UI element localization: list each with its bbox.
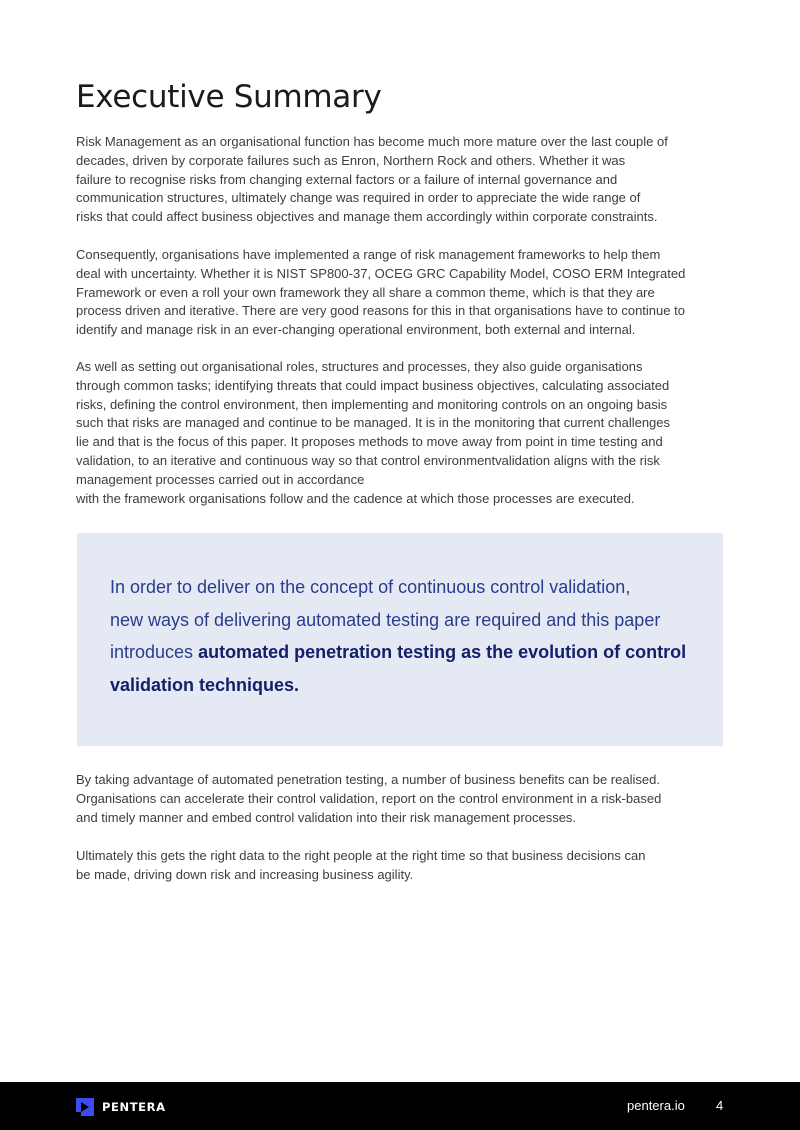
text-line: process driven and iterative. There are very good reasons for this in that organisations have to continue to: [76, 303, 685, 319]
text-line: communication structures, ultimately change was required in order to appreciate the wide range of: [76, 190, 641, 206]
pentera-logo-icon: [76, 1098, 94, 1116]
paragraph-benefits: [76, 771, 736, 827]
text-line: decades, driven by corporate failures such as Enron, Northern Rock and others. Whether it was: [76, 152, 626, 168]
paragraph-frameworks: [76, 246, 736, 340]
page-footer: [0, 1082, 800, 1130]
text-line: As well as setting out organisational roles, structures and processes, they also guide organisations: [76, 359, 643, 374]
text-line: Consequently, organisations have implemented a range of risk management frameworks to help them: [76, 247, 661, 262]
text-line: with the framework organisations follow and the cadence at which those processes are executed.: [76, 490, 635, 506]
text-line: and timely manner and embed control validation into their risk management processes.: [76, 809, 577, 825]
text-line: failure to recognise risks from changing external factors or a failure of internal governance and: [76, 171, 618, 187]
pentera-logo: [76, 1098, 166, 1116]
text-line: risks, defining the control environment, then implementing and monitoring controls on an ongoing basis: [76, 396, 668, 412]
callout-line: [110, 636, 686, 669]
text-line: such that risks are managed and continue to be managed. It is in the monitoring that current challenges: [76, 415, 671, 431]
text-line: be made, driving down risk and increasing business agility.: [76, 866, 414, 882]
callout-emphasis: automated penetration testing as the evolution of control: [198, 642, 687, 662]
callout-emphasis: validation techniques.: [110, 674, 300, 695]
logo-wordmark: PENTERA: [102, 1100, 166, 1114]
text-line: Ultimately this gets the right data to the right people at the right time so that business decisions can: [76, 848, 646, 863]
callout-text: [110, 571, 686, 701]
paragraph-monitoring: [76, 358, 736, 508]
text-line: through common tasks; identifying threats that could impact business objectives, calculating associated: [76, 377, 670, 393]
callout-box: [77, 533, 723, 746]
text-line: identify and manage risk in an ever-changing operational environment, both external and internal.: [76, 322, 636, 338]
text-line: Framework or even a roll your own framework they all share a common theme, which is that they are: [76, 284, 655, 300]
paragraph-conclusion: [76, 847, 736, 885]
text-line: validation, to an iterative and continuous way so that control environmentvalidation aligns with the risk: [76, 452, 660, 468]
text-line: Risk Management as an organisational function has become much more mature over the last couple of: [76, 134, 668, 149]
footer-url[interactable]: pentera.io: [627, 1098, 685, 1113]
callout-text-normal: introduces: [110, 642, 199, 662]
callout-line: new ways of delivering automated testing are required and this paper: [110, 609, 661, 630]
page-title: Executive Summary: [76, 79, 382, 115]
text-line: lie and that is the focus of this paper. It proposes methods to move away from point in time testing and: [76, 434, 663, 450]
text-line: deal with uncertainty. Whether it is NIST SP800-37, OCEG GRC Capability Model, COSO ERM Integrated: [76, 265, 686, 281]
text-line: risks that could affect business objectives and manage them accordingly within corporate constraints.: [76, 209, 658, 225]
text-line: management processes carried out in accordance: [76, 471, 365, 487]
paragraph-intro: [76, 133, 736, 227]
page-number: 4: [716, 1098, 724, 1113]
text-line: By taking advantage of automated penetration testing, a number of business benefits can be realised.: [76, 772, 660, 787]
text-line: Organisations can accelerate their control validation, report on the control environment in a risk-based: [76, 790, 662, 806]
callout-line: In order to deliver on the concept of continuous control validation,: [110, 577, 631, 597]
